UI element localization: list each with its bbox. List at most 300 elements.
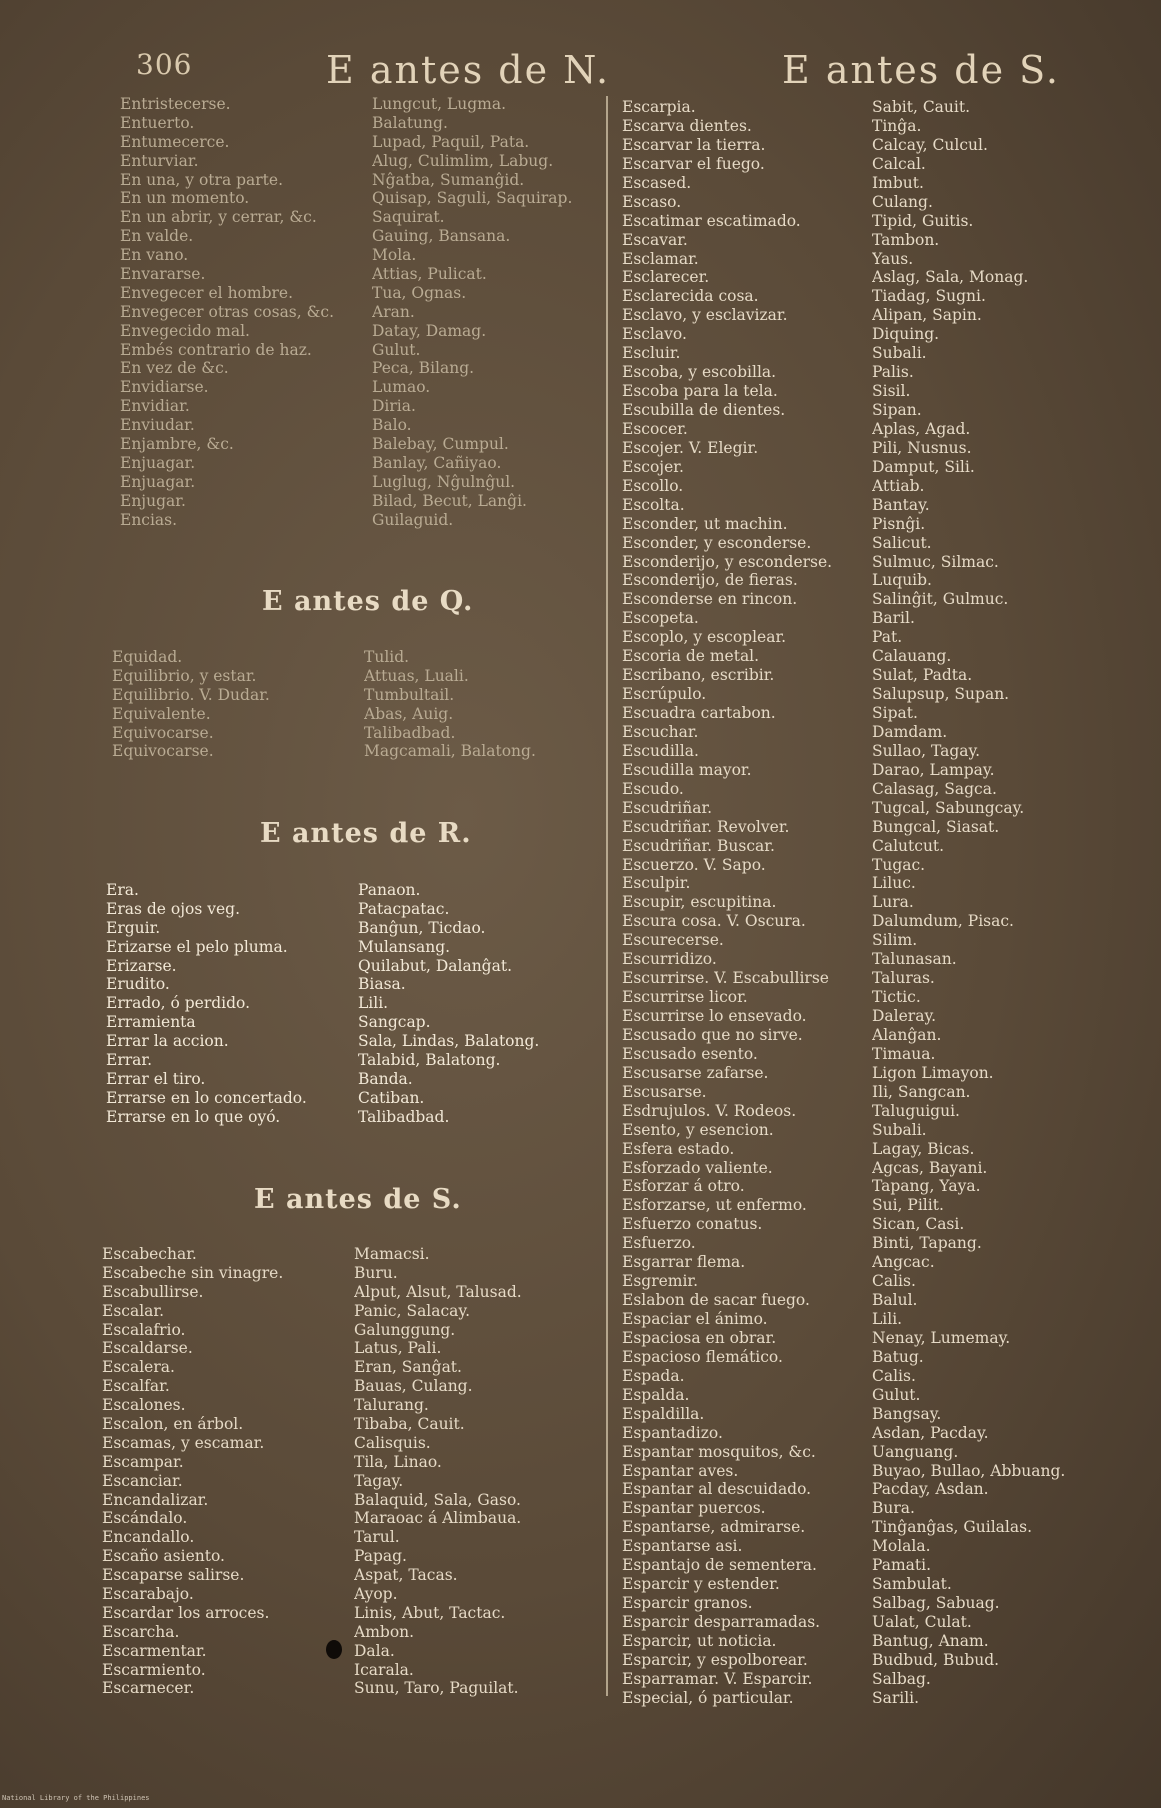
entry-term: Eras de ojos veg. [106, 899, 240, 918]
entry-term: Erizarse. [106, 956, 177, 975]
entry-term: Escampar. [102, 1452, 184, 1471]
entry-term: Escolta. [622, 495, 685, 514]
entry-translation: Yaus. [872, 249, 914, 268]
entry-term: Escaso. [622, 192, 682, 211]
section-title-r: E antes de R. [260, 818, 472, 849]
entry-term: En vez de &c. [120, 359, 229, 378]
entry-term: Encandallo. [102, 1528, 195, 1547]
entry-term: Encias. [120, 510, 178, 529]
entry-term: Escalones. [102, 1396, 186, 1415]
entry-term: Escarcha. [102, 1622, 180, 1641]
entry-translation: Sui, Pilit. [872, 1196, 944, 1215]
entry-translation: Sipat. [872, 704, 918, 722]
entry-translation: Balatung. [372, 113, 448, 132]
entry-translation: Lumao. [372, 378, 431, 397]
entry-term: Escura cosa. V. Oscura. [622, 912, 806, 931]
entry-term: Escudilla. [622, 741, 699, 760]
entry-term: Esparcir granos. [622, 1594, 753, 1613]
entry-translation: Ambon. [354, 1622, 415, 1641]
entry-translation: Banĝun, Ticdao. [358, 918, 486, 937]
entry-term: Esconderijo, y esconderse. [622, 552, 833, 571]
entry-translation: Uanguang. [872, 1442, 959, 1461]
entry-translation: Damdam. [872, 722, 948, 741]
entry-translation: Salbag. [872, 1669, 931, 1688]
entry-translation: Bauas, Culang. [354, 1377, 473, 1396]
entry-term: Escusarse. [622, 1082, 707, 1101]
entry-term: Erramienta [106, 1013, 196, 1032]
entry-translation: Calcay, Culcul. [872, 135, 988, 154]
entry-translation: Banlay, Cañiyao. [372, 453, 502, 472]
entry-term: Escoba, y escobilla. [622, 363, 777, 382]
entry-term: Escusarse zafarse. [622, 1063, 769, 1082]
entry-translation: Maraoac á Alimbaua. [354, 1509, 522, 1528]
entry-translation: Sulat, Padta. [872, 666, 973, 685]
entry-translation: Attiab. [872, 476, 925, 495]
entry-translation: Alput, Alsut, Talusad. [354, 1282, 522, 1301]
entry-translation: Talunasan. [872, 950, 957, 969]
entry-term: Escaño asiento. [102, 1547, 225, 1566]
entry-term: Escándalo. [102, 1509, 188, 1528]
entry-translation: Biasa. [358, 975, 406, 994]
entry-translation: Buyao, Bullao, Abbuang. [872, 1461, 1066, 1480]
entry-term: Espacioso flemático. [622, 1347, 783, 1366]
entry-term: Errarse en lo concertado. [106, 1088, 307, 1107]
entry-term: Equivocarse. [112, 742, 214, 761]
entry-term: Esparcir, ut noticia. [622, 1631, 777, 1650]
entry-translation: Tagay. [354, 1471, 404, 1490]
entry-term: Esento, y esencion. [622, 1120, 774, 1139]
entry-term: Entuerto. [120, 113, 195, 132]
entry-term: En un abrir, y cerrar, &c. [120, 208, 317, 227]
entry-term: Espantar al descuidado. [622, 1480, 812, 1499]
entry-term: Esclavo, y esclavizar. [622, 306, 788, 325]
entry-translation: Taluras. [872, 969, 935, 988]
entry-translation: Icarala. [354, 1660, 414, 1679]
entry-term: Envegecer el hombre. [120, 283, 294, 302]
entry-translation: Gulut. [372, 340, 421, 359]
entry-term: Enjambre, &c. [120, 435, 234, 454]
entry-translation: Mola. [372, 246, 417, 265]
entry-translation: Salupsup, Supan. [872, 685, 1010, 704]
entry-translation: Bantay. [872, 495, 930, 514]
entry-translation: Talibadbad. [364, 723, 456, 742]
entry-translation: Buru. [354, 1263, 398, 1282]
entry-translation: Sullao, Tagay. [872, 741, 981, 760]
entry-term: Esclavo. [622, 325, 687, 344]
entry-translation: Calauang. [872, 647, 952, 666]
entry-translation: Imbut. [872, 173, 924, 192]
entry-translation: Calcal. [872, 154, 926, 173]
entry-term: Escalafrio. [102, 1320, 186, 1339]
entry-translation: Lili. [872, 1310, 903, 1328]
entry-translation: Tarul. [354, 1528, 400, 1547]
entry-term: Envegecer otras cosas, &c. [120, 302, 335, 321]
entry-term: Escuchar. [622, 722, 699, 741]
entry-translation: Attuas, Luali. [364, 666, 469, 685]
entry-term: En una, y otra parte. [120, 170, 284, 189]
entry-translation: Diquing. [872, 325, 940, 344]
entry-term: Escalera. [102, 1358, 175, 1377]
entry-translation: Subali. [872, 1120, 927, 1139]
entry-translation: Gulut. [872, 1385, 921, 1404]
entry-term: Equivalente. [112, 704, 211, 723]
entry-term: Esparcir, y espolborear. [622, 1650, 808, 1669]
entry-term: Errar la accion. [106, 1032, 229, 1051]
entry-translation: Catiban. [358, 1088, 425, 1107]
section-title-q: E antes de Q. [262, 586, 474, 617]
entry-term: Especial, ó particular. [622, 1688, 794, 1707]
entry-term: Espantajo de sementera. [622, 1556, 817, 1575]
entry-term: Escribano, escribir. [622, 666, 775, 685]
entry-translation: Pacday, Asdan. [872, 1480, 989, 1499]
entry-term: Errado, ó perdido. [106, 994, 251, 1013]
entry-translation: Patacpatac. [358, 899, 450, 918]
header-left: E antes de N. [326, 48, 611, 92]
entry-term: En valde. [120, 227, 194, 246]
entry-term: Escarmiento. [102, 1660, 206, 1679]
entry-translation: Baril. [872, 609, 915, 628]
entry-term: Escudilla mayor. [622, 760, 752, 779]
entry-translation: Sarili. [872, 1688, 920, 1707]
entry-term: Escarva dientes. [622, 116, 752, 135]
entry-term: Enjuagar. [120, 472, 196, 491]
entry-translation: Lupad, Paquil, Pata. [372, 132, 530, 151]
entry-term: Escusado que no sirve. [622, 1025, 803, 1044]
entry-translation: Ualat, Culat. [872, 1613, 972, 1631]
entry-translation: Daleray. [872, 1007, 937, 1025]
entry-term: Escurrirse lo ensevado. [622, 1007, 807, 1025]
entry-translation: Luquib. [872, 571, 932, 590]
entry-translation: Calis. [872, 1272, 916, 1291]
entry-term: Escudriñar. Buscar. [622, 836, 775, 855]
entry-term: Escuerzo. V. Sapo. [622, 855, 766, 874]
entry-translation: Pamati. [872, 1556, 932, 1575]
entry-term: Espantadizo. [622, 1423, 723, 1442]
entry-translation: Magcamali, Balatong. [364, 742, 536, 761]
entry-term: Erguir. [106, 918, 161, 937]
entry-translation: Panic, Salacay. [354, 1301, 471, 1320]
entry-term: Escupir, escupitina. [622, 893, 777, 912]
entry-translation: Calasag, Sagca. [872, 779, 997, 798]
entry-translation: Alanĝan. [872, 1025, 942, 1044]
entry-translation: Bantug, Anam. [872, 1631, 989, 1650]
entry-translation: Dalumdum, Pisac. [872, 912, 1014, 931]
entry-term: Esparramar. V. Esparcir. [622, 1669, 813, 1688]
entry-translation: Aspat, Tacas. [354, 1566, 458, 1585]
entry-term: Escudo. [622, 779, 684, 798]
entry-term: Enjuagar. [120, 453, 196, 472]
entry-term: Esgarrar flema. [622, 1253, 746, 1272]
entry-term: Escatimar escatimado. [622, 211, 801, 230]
entry-term: Equilibrio, y estar. [112, 666, 257, 685]
entry-term: Escurrirse licor. [622, 988, 748, 1007]
entry-term: Equivocarse. [112, 723, 214, 742]
entry-term: Espantar aves. [622, 1461, 739, 1480]
entry-term: Escarabajo. [102, 1585, 194, 1604]
entry-translation: Abas, Auig. [364, 704, 454, 723]
entry-term: Escardar los arroces. [102, 1603, 270, 1622]
entry-term: Escabullirse. [102, 1282, 204, 1301]
entry-term: Esculpir. [622, 874, 691, 893]
entry-term: En vano. [120, 246, 189, 265]
entry-term: Escollo. [622, 476, 684, 495]
entry-translation: Sabit, Cauit. [872, 98, 971, 116]
entry-term: Equilibrio. V. Dudar. [112, 685, 270, 704]
entry-term: Escabechar. [102, 1245, 197, 1263]
entry-term: Escrúpulo. [622, 685, 707, 704]
entry-translation: Ligon Limayon. [872, 1063, 994, 1082]
entry-term: Esfera estado. [622, 1139, 735, 1158]
entry-term: Espada. [622, 1366, 685, 1385]
entry-translation: Tulid. [364, 648, 410, 666]
entry-term: Erudito. [106, 975, 170, 994]
entry-translation: Tinĝa. [872, 116, 922, 135]
entry-term: Escavar. [622, 230, 688, 249]
entry-term: En un momento. [120, 189, 250, 208]
header-right: E antes de S. [782, 48, 1060, 92]
entry-term: Escoria de metal. [622, 647, 760, 666]
entry-term: Escubilla de dientes. [622, 401, 786, 419]
entry-term: Escalfar. [102, 1377, 170, 1396]
entry-translation: Timaua. [872, 1044, 936, 1063]
entry-translation: Calisquis. [354, 1433, 431, 1452]
entry-translation: Attias, Pulicat. [372, 265, 487, 284]
entry-term: Esclarecida cosa. [622, 287, 759, 306]
entry-translation: Aslag, Sala, Monag. [872, 268, 1029, 287]
entry-term: Entristecerse. [120, 95, 231, 113]
entry-translation: Datay, Damag. [372, 321, 487, 340]
entry-translation: Asdan, Pacday. [872, 1423, 989, 1442]
entry-term: Espaciosa en obrar. [622, 1328, 777, 1347]
entry-translation: Aran. [372, 302, 415, 321]
entry-translation: Salicut. [872, 533, 932, 552]
entry-term: Equidad. [112, 648, 183, 666]
entry-translation: Nĝatba, Sumanĝid. [372, 170, 525, 189]
entry-term: Escanciar. [102, 1471, 183, 1490]
column-divider [606, 96, 608, 1696]
entry-translation: Bangsay. [872, 1404, 942, 1423]
entry-translation: Sangcap. [358, 1013, 431, 1032]
entry-translation: Gauing, Bansana. [372, 227, 511, 246]
entry-translation: Talibadbad. [358, 1107, 450, 1126]
entry-translation: Pat. [872, 628, 903, 647]
entry-term: Escojer. V. Elegir. [622, 438, 759, 457]
entry-translation: Talabid, Balatong. [358, 1051, 501, 1070]
entry-translation: Tumbultail. [364, 685, 455, 704]
entry-term: Escarpia. [622, 98, 696, 116]
entry-term: Esconder, y esconderse. [622, 533, 812, 552]
entry-translation: Bilad, Becut, Lanĝi. [372, 491, 527, 510]
entry-translation: Tambon. [872, 230, 940, 249]
entry-translation: Molala. [872, 1537, 931, 1556]
entry-translation: Lili. [358, 994, 389, 1013]
entry-translation: Binti, Tapang. [872, 1234, 982, 1253]
entry-translation: Sunu, Taro, Paguilat. [354, 1679, 519, 1698]
entry-translation: Liluc. [872, 874, 916, 893]
entry-term: Envararse. [120, 265, 206, 284]
entry-term: Espaldilla. [622, 1404, 705, 1423]
entry-term: Escurecerse. [622, 931, 724, 950]
entry-translation: Quisap, Saguli, Saquirap. [372, 189, 573, 208]
entry-translation: Talurang. [354, 1396, 429, 1415]
entry-term: Escudriñar. Revolver. [622, 817, 790, 836]
entry-term: Enturviar. [120, 151, 199, 170]
entry-translation: Silim. [872, 931, 918, 950]
entry-term: Errar el tiro. [106, 1069, 206, 1088]
entry-translation: Linis, Abut, Tactac. [354, 1603, 506, 1622]
entry-translation: Peca, Bilang. [372, 359, 475, 378]
entry-translation: Tiadag, Sugni. [872, 287, 986, 306]
entry-term: Espantar puercos. [622, 1499, 766, 1518]
entry-term: Esclarecer. [622, 268, 710, 287]
entry-term: Escarvar la tierra. [622, 135, 766, 154]
entry-translation: Angcac. [872, 1253, 935, 1272]
entry-translation: Eran, Sanĝat. [354, 1358, 462, 1377]
entry-translation: Tibaba, Cauit. [354, 1415, 465, 1434]
entry-translation: Ili, Sangcan. [872, 1082, 971, 1101]
entry-translation: Lagay, Bicas. [872, 1139, 975, 1158]
entry-term: Erizarse el pelo pluma. [106, 937, 288, 956]
section-title-s: E antes de S. [254, 1184, 462, 1215]
entry-translation: Sambulat. [872, 1575, 952, 1594]
entry-term: Envidiar. [120, 397, 190, 416]
entry-translation: Nenay, Lumemay. [872, 1328, 1011, 1347]
entry-term: Espantar mosquitos, &c. [622, 1442, 816, 1461]
entry-term: Esfuerzo. [622, 1234, 696, 1253]
entry-term: Escuadra cartabon. [622, 704, 776, 722]
entry-translation: Salbag, Sabuag. [872, 1594, 1000, 1613]
entry-translation: Pisnĝi. [872, 514, 926, 533]
entry-translation: Bungcal, Siasat. [872, 817, 1000, 836]
entry-translation: Guilaguid. [372, 510, 454, 529]
entry-translation: Tipid, Guitis. [872, 211, 974, 230]
entry-term: Esdrujulos. V. Rodeos. [622, 1101, 797, 1120]
entry-term: Escusado esento. [622, 1044, 758, 1063]
entry-translation: Sala, Lindas, Balatong. [358, 1032, 540, 1051]
entry-translation: Tictic. [872, 988, 921, 1007]
entry-translation: Tua, Ognas. [372, 283, 467, 302]
entry-translation: Tugac. [872, 855, 926, 874]
entry-term: Escarmentar. [102, 1641, 207, 1660]
entry-translation: Tinĝanĝas, Guilalas. [872, 1518, 1032, 1537]
entry-translation: Panaon. [358, 881, 421, 899]
entry-term: Escabeche sin vinagre. [102, 1263, 284, 1282]
entry-term: Envidiarse. [120, 378, 209, 397]
entry-term: Esparcir desparramadas. [622, 1613, 821, 1631]
entry-translation: Mulansang. [358, 937, 451, 956]
entry-translation: Balul. [872, 1291, 918, 1310]
entry-term: Esparcir y estender. [622, 1575, 780, 1594]
entry-translation: Lura. [872, 893, 914, 912]
entry-term: Embés contrario de haz. [120, 340, 312, 359]
entry-translation: Diria. [372, 397, 416, 416]
entry-translation: Latus, Pali. [354, 1339, 442, 1358]
entry-term: Escoba para la tela. [622, 382, 778, 401]
entry-term: Escurridizo. [622, 950, 717, 969]
entry-translation: Sipan. [872, 401, 922, 419]
entry-term: Escudriñar. [622, 798, 713, 817]
entry-term: Escased. [622, 173, 692, 192]
entry-term: Eslabon de sacar fuego. [622, 1291, 810, 1310]
entry-translation: Quilabut, Dalanĝat. [358, 956, 513, 975]
entry-term: Espalda. [622, 1385, 690, 1404]
footer-text: National Library of the Philippines [2, 1794, 150, 1802]
entry-term: Errarse en lo que oyó. [106, 1107, 281, 1126]
entry-translation: Salinĝit, Gulmuc. [872, 590, 1009, 609]
entry-translation: Calis. [872, 1366, 916, 1385]
entry-translation: Culang. [872, 192, 933, 211]
entry-translation: Lungcut, Lugma. [372, 95, 506, 113]
entry-term: Errar. [106, 1051, 153, 1070]
entry-translation: Subali. [872, 344, 927, 363]
entry-term: Espantarse, admirarse. [622, 1518, 806, 1537]
entry-translation: Balo. [372, 416, 412, 435]
entry-term: Escalar. [102, 1301, 165, 1320]
entry-term: Escoplo, y escoplear. [622, 628, 787, 647]
entry-term: Envegecido mal. [120, 321, 250, 340]
entry-translation: Dala. [354, 1641, 395, 1660]
entry-term: Esconderijo, de fieras. [622, 571, 798, 590]
entry-term: Espantarse asi. [622, 1537, 743, 1556]
entry-term: Esfuerzo conatus. [622, 1215, 763, 1234]
entry-translation: Pili, Nusnus. [872, 438, 972, 457]
entry-term: Escalon, en árbol. [102, 1415, 244, 1434]
ink-blot [326, 1640, 342, 1659]
entry-translation: Alipan, Sapin. [872, 306, 982, 325]
entry-translation: Taluguigui. [872, 1101, 960, 1120]
entry-translation: Batug. [872, 1347, 924, 1366]
entry-term: Esclamar. [622, 249, 699, 268]
entry-term: Espaciar el ánimo. [622, 1310, 768, 1328]
entry-term: Escopeta. [622, 609, 699, 628]
entry-term: Era. [106, 881, 139, 899]
entry-term: Escojer. [622, 457, 684, 476]
entry-translation: Budbud, Bubud. [872, 1650, 1000, 1669]
entry-term: Esconder, ut machin. [622, 514, 788, 533]
entry-term: Escluir. [622, 344, 681, 363]
page-number: 306 [136, 48, 193, 81]
entry-term: Enjugar. [120, 491, 186, 510]
entry-translation: Agcas, Bayani. [872, 1158, 988, 1177]
entry-translation: Sisil. [872, 382, 911, 401]
entry-term: Escarnecer. [102, 1679, 195, 1698]
entry-term: Entumecerce. [120, 132, 230, 151]
entry-term: Escocer. [622, 419, 688, 438]
entry-translation: Sican, Casi. [872, 1215, 965, 1234]
entry-term: Esconderse en rincon. [622, 590, 798, 609]
entry-translation: Balaquid, Sala, Gaso. [354, 1490, 521, 1509]
entry-translation: Tugcal, Sabungcay. [872, 798, 1025, 817]
entry-translation: Ayop. [354, 1585, 398, 1604]
entry-translation: Tila, Linao. [354, 1452, 442, 1471]
entry-term: Esforzado valiente. [622, 1158, 773, 1177]
entry-translation: Luglug, Nĝulnĝul. [372, 472, 516, 491]
entry-translation: Palis. [872, 363, 914, 382]
entry-translation: Papag. [354, 1547, 407, 1566]
entry-translation: Calutcut. [872, 836, 945, 855]
entry-term: Esforzar á otro. [622, 1177, 745, 1196]
entry-term: Enviudar. [120, 416, 195, 435]
entry-term: Escaparse salirse. [102, 1566, 245, 1585]
entry-term: Escarvar el fuego. [622, 154, 765, 173]
entry-translation: Alug, Culimlim, Labug. [372, 151, 554, 170]
entry-translation: Galunggung. [354, 1320, 456, 1339]
entry-term: Esgremir. [622, 1272, 699, 1291]
entry-term: Escamas, y escamar. [102, 1433, 265, 1452]
entry-translation: Bura. [872, 1499, 915, 1518]
entry-translation: Banda. [358, 1069, 413, 1088]
entry-translation: Damput, Sili. [872, 457, 975, 476]
